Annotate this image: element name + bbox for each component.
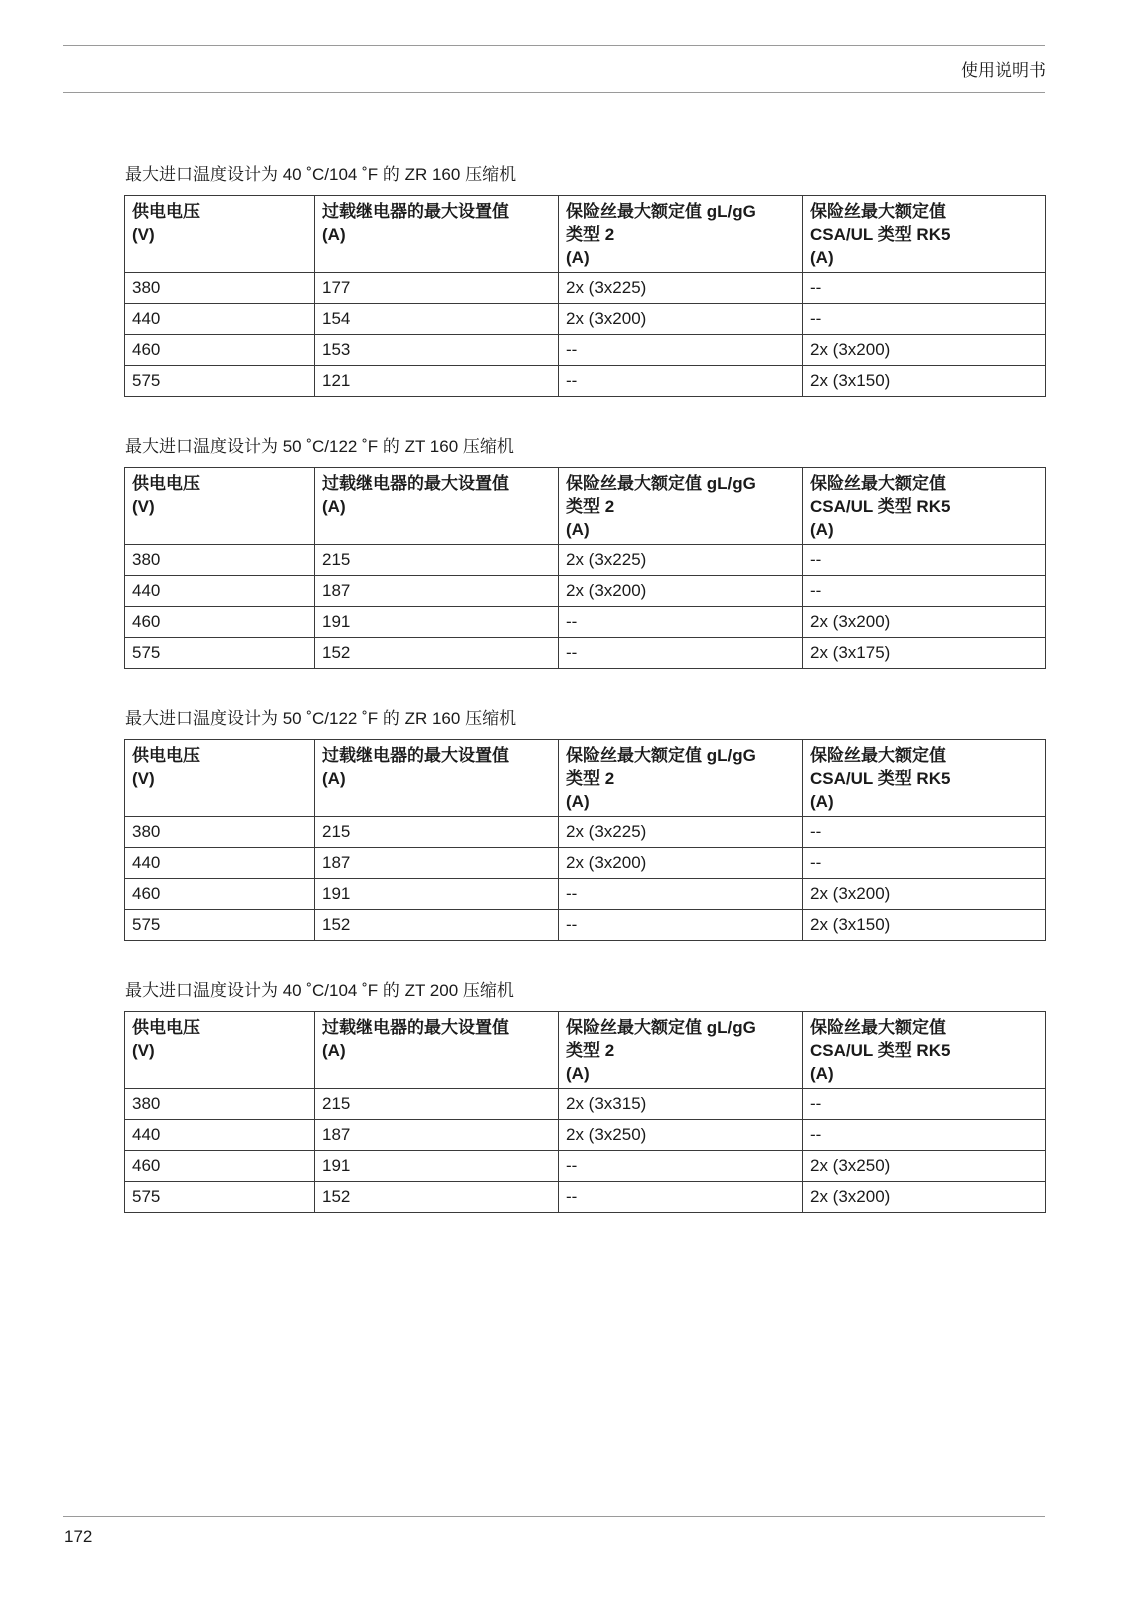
voltage-cell: 575 — [125, 638, 315, 669]
table-row — [125, 1182, 1046, 1213]
header-fuse-csa-ul: 保险丝最大额定值 CSA/UL 类型 RK5 (A) — [803, 1012, 1046, 1089]
relay-cell: 153 — [315, 335, 559, 366]
header-fuse-csa-ul: 保险丝最大额定值 CSA/UL 类型 RK5 (A) — [803, 740, 1046, 817]
fuse-rk5-cell: 2x (3x150) — [803, 910, 1046, 941]
relay-cell: 121 — [315, 366, 559, 397]
voltage-cell: 440 — [125, 304, 315, 335]
voltage-cell: 460 — [125, 1151, 315, 1182]
fuse-spec-table — [124, 1011, 1046, 1213]
table-row — [125, 607, 1046, 638]
fuse-rk5-cell: 2x (3x200) — [803, 1182, 1046, 1213]
fuse-gl-gg-cell: 2x (3x200) — [559, 304, 803, 335]
relay-cell: 152 — [315, 638, 559, 669]
table-row — [125, 638, 1046, 669]
table-header-row — [125, 1012, 1046, 1089]
table-row — [125, 1151, 1046, 1182]
table-row — [125, 879, 1046, 910]
relay-cell: 187 — [315, 848, 559, 879]
fuse-spec-table — [124, 195, 1046, 397]
table-row — [125, 910, 1046, 941]
fuse-gl-gg-cell: 2x (3x200) — [559, 576, 803, 607]
header-fuse-csa-ul: 保险丝最大额定值 CSA/UL 类型 RK5 (A) — [803, 196, 1046, 273]
voltage-cell: 575 — [125, 1182, 315, 1213]
fuse-gl-gg-cell: -- — [559, 879, 803, 910]
fuse-rk5-cell: 2x (3x200) — [803, 879, 1046, 910]
table-header-row — [125, 196, 1046, 273]
document-title: 使用说明书 — [961, 61, 1046, 80]
table-row — [125, 1120, 1046, 1151]
relay-cell: 215 — [315, 545, 559, 576]
header-supply-voltage: 供电电压 (V) — [125, 1012, 315, 1089]
fuse-rk5-cell: -- — [803, 848, 1046, 879]
header-overload-relay-max: 过载继电器的最大设置值 (A) — [315, 1012, 559, 1089]
fuse-rk5-cell: -- — [803, 817, 1046, 848]
table-row — [125, 366, 1046, 397]
fuse-rk5-cell: -- — [803, 304, 1046, 335]
fuse-rk5-cell: -- — [803, 545, 1046, 576]
page-number: 172 — [64, 1527, 93, 1546]
header-fuse-gl-gg: 保险丝最大额定值 gL/gG 类型 2 (A) — [559, 468, 803, 545]
fuse-gl-gg-cell: 2x (3x225) — [559, 545, 803, 576]
fuse-rk5-cell: 2x (3x200) — [803, 607, 1046, 638]
fuse-gl-gg-cell: 2x (3x225) — [559, 817, 803, 848]
header-fuse-csa-ul: 保险丝最大额定值 CSA/UL 类型 RK5 (A) — [803, 468, 1046, 545]
relay-cell: 191 — [315, 879, 559, 910]
fuse-gl-gg-cell: 2x (3x315) — [559, 1089, 803, 1120]
fuse-gl-gg-cell: 2x (3x225) — [559, 273, 803, 304]
table-row — [125, 545, 1046, 576]
table-row — [125, 304, 1046, 335]
relay-cell: 152 — [315, 910, 559, 941]
table-caption: 最大进口温度设计为 50 ˚C/122 ˚F 的 ZR 160 压缩机 — [125, 709, 517, 728]
voltage-cell: 575 — [125, 366, 315, 397]
voltage-cell: 380 — [125, 817, 315, 848]
relay-cell: 191 — [315, 1151, 559, 1182]
voltage-cell: 460 — [125, 607, 315, 638]
table-row — [125, 273, 1046, 304]
relay-cell: 187 — [315, 576, 559, 607]
table-row — [125, 335, 1046, 366]
header-fuse-gl-gg: 保险丝最大额定值 gL/gG 类型 2 (A) — [559, 740, 803, 817]
header-supply-voltage: 供电电压 (V) — [125, 196, 315, 273]
fuse-gl-gg-cell: -- — [559, 1151, 803, 1182]
relay-cell: 215 — [315, 817, 559, 848]
fuse-rk5-cell: -- — [803, 1089, 1046, 1120]
fuse-rk5-cell: 2x (3x175) — [803, 638, 1046, 669]
header-supply-voltage: 供电电压 (V) — [125, 468, 315, 545]
fuse-spec-table — [124, 467, 1046, 669]
fuse-gl-gg-cell: -- — [559, 366, 803, 397]
fuse-gl-gg-cell: -- — [559, 638, 803, 669]
fuse-gl-gg-cell: -- — [559, 910, 803, 941]
header-rule-top — [63, 45, 1045, 46]
header-supply-voltage: 供电电压 (V) — [125, 740, 315, 817]
relay-cell: 152 — [315, 1182, 559, 1213]
relay-cell: 215 — [315, 1089, 559, 1120]
header-rule-bottom — [63, 92, 1045, 93]
table-caption: 最大进口温度设计为 40 ˚C/104 ˚F 的 ZR 160 压缩机 — [125, 165, 517, 184]
table-header-row — [125, 740, 1046, 817]
relay-cell: 177 — [315, 273, 559, 304]
table-row — [125, 848, 1046, 879]
fuse-spec-table — [124, 739, 1046, 941]
fuse-rk5-cell: -- — [803, 273, 1046, 304]
fuse-rk5-cell: -- — [803, 576, 1046, 607]
fuse-gl-gg-cell: 2x (3x200) — [559, 848, 803, 879]
header-fuse-gl-gg: 保险丝最大额定值 gL/gG 类型 2 (A) — [559, 1012, 803, 1089]
footer-rule — [63, 1516, 1045, 1517]
table-row — [125, 817, 1046, 848]
table-header-row — [125, 468, 1046, 545]
fuse-gl-gg-cell: 2x (3x250) — [559, 1120, 803, 1151]
relay-cell: 187 — [315, 1120, 559, 1151]
fuse-rk5-cell: 2x (3x200) — [803, 335, 1046, 366]
voltage-cell: 460 — [125, 879, 315, 910]
relay-cell: 191 — [315, 607, 559, 638]
voltage-cell: 575 — [125, 910, 315, 941]
fuse-gl-gg-cell: -- — [559, 1182, 803, 1213]
header-fuse-gl-gg: 保险丝最大额定值 gL/gG 类型 2 (A) — [559, 196, 803, 273]
table-caption: 最大进口温度设计为 50 ˚C/122 ˚F 的 ZT 160 压缩机 — [125, 437, 514, 456]
fuse-gl-gg-cell: -- — [559, 335, 803, 366]
fuse-gl-gg-cell: -- — [559, 607, 803, 638]
fuse-rk5-cell: -- — [803, 1120, 1046, 1151]
voltage-cell: 460 — [125, 335, 315, 366]
header-overload-relay-max: 过载继电器的最大设置值 (A) — [315, 196, 559, 273]
fuse-rk5-cell: 2x (3x250) — [803, 1151, 1046, 1182]
voltage-cell: 440 — [125, 1120, 315, 1151]
header-overload-relay-max: 过载继电器的最大设置值 (A) — [315, 468, 559, 545]
voltage-cell: 380 — [125, 1089, 315, 1120]
relay-cell: 154 — [315, 304, 559, 335]
table-caption: 最大进口温度设计为 40 ˚C/104 ˚F 的 ZT 200 压缩机 — [125, 981, 514, 1000]
fuse-rk5-cell: 2x (3x150) — [803, 366, 1046, 397]
header-overload-relay-max: 过载继电器的最大设置值 (A) — [315, 740, 559, 817]
table-row — [125, 1089, 1046, 1120]
table-row — [125, 576, 1046, 607]
voltage-cell: 440 — [125, 848, 315, 879]
voltage-cell: 380 — [125, 545, 315, 576]
voltage-cell: 440 — [125, 576, 315, 607]
voltage-cell: 380 — [125, 273, 315, 304]
